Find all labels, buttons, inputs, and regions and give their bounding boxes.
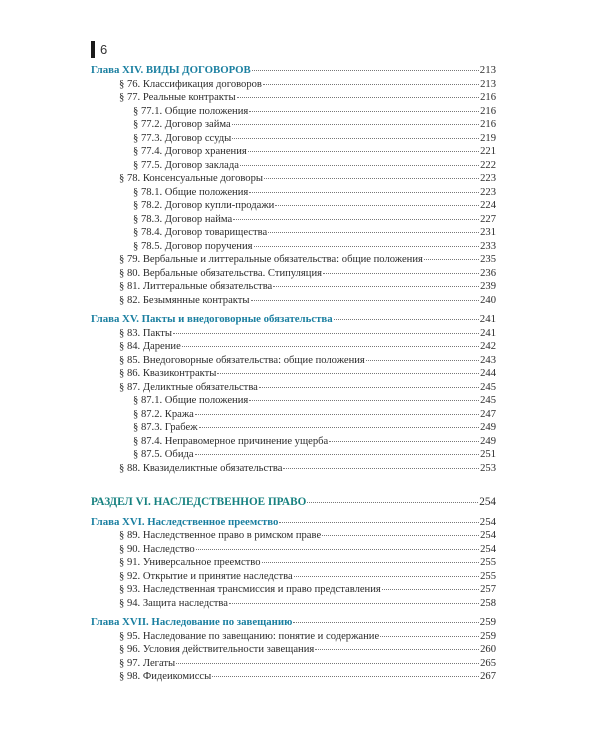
toc-entry-title: § 77.2. Договор займа xyxy=(133,119,231,130)
toc-entry-title: § 79. Вербальные и литтеральные обязательства: общие положения xyxy=(119,254,423,265)
dot-leader xyxy=(249,400,479,401)
toc-entry-page: 259 xyxy=(480,630,496,642)
toc-entry-page: 258 xyxy=(480,597,496,609)
dot-leader xyxy=(195,454,480,455)
table-of-contents xyxy=(91,64,496,684)
toc-entry-title: § 78.3. Договор найма xyxy=(133,213,233,225)
toc-entry xyxy=(91,394,496,408)
toc-entry xyxy=(91,657,496,671)
toc-entry xyxy=(91,172,496,186)
toc-entry-title: § 77.4. Договор хранения xyxy=(133,146,247,157)
dot-leader xyxy=(217,373,479,374)
toc-entry-title: § 78.2. Договор купли-продажи xyxy=(133,200,275,211)
toc-entry xyxy=(91,462,496,476)
toc-entry xyxy=(91,354,496,368)
toc-entry xyxy=(91,105,496,119)
toc-entry-page: 241 xyxy=(480,327,496,339)
toc-entry xyxy=(91,294,496,308)
toc-section xyxy=(91,496,496,510)
toc-entry xyxy=(91,367,496,381)
toc-entry-title: § 88. Квазиделиктные обязательства xyxy=(119,462,283,474)
toc-entry-page: 224 xyxy=(480,200,496,211)
toc-entry-title: Глава XVII. Наследование по завещанию xyxy=(91,616,293,628)
toc-entry xyxy=(91,240,496,254)
toc-entry-page: 249 xyxy=(480,422,496,433)
toc-entry-title: Глава XVI. Наследственное преемство xyxy=(91,515,279,528)
dot-leader xyxy=(254,246,480,247)
dot-leader xyxy=(229,603,479,604)
dot-leader xyxy=(275,205,479,206)
toc-entry-page: 231 xyxy=(480,227,496,238)
page-number-bar xyxy=(91,41,95,58)
toc-entry xyxy=(91,381,496,395)
toc-entry-page: 216 xyxy=(480,119,496,130)
toc-entry-title: § 85. Внедоговорные обязательства: общие положения xyxy=(119,354,365,366)
toc-entry-page: 251 xyxy=(480,449,496,460)
toc-entry-page: 221 xyxy=(480,146,496,157)
toc-entry-title: § 76. Классификация договоров xyxy=(119,78,262,90)
dot-leader xyxy=(262,562,480,563)
toc-entry xyxy=(91,570,496,584)
toc-entry-page: 242 xyxy=(480,341,496,352)
toc-chapter xyxy=(91,616,496,630)
toc-chapter xyxy=(91,516,496,530)
dot-leader xyxy=(251,300,480,301)
toc-entry-title: § 94. Защита наследства xyxy=(119,597,228,609)
dot-leader xyxy=(315,649,479,650)
toc-chapter xyxy=(91,313,496,327)
toc-entry-title: § 87. Деликтные обязательства xyxy=(119,381,258,393)
toc-entry xyxy=(91,267,496,281)
dot-leader xyxy=(248,151,479,152)
toc-entry-title: § 87.4. Неправомерное причинение ущерба xyxy=(133,435,329,447)
dot-leader xyxy=(264,178,479,179)
toc-entry xyxy=(91,159,496,173)
toc-entry-title: § 87.5. Обида xyxy=(133,449,194,460)
toc-entry xyxy=(91,421,496,435)
toc-entry-title: § 86. Квазиконтракты xyxy=(119,368,217,379)
toc-entry-page: 254 xyxy=(479,496,496,508)
toc-entry-title: § 78.4. Договор товарищества xyxy=(133,227,268,238)
dot-leader xyxy=(240,165,479,166)
dot-leader xyxy=(232,138,479,139)
dot-leader xyxy=(294,576,479,577)
toc-entry-title: § 77.3. Договор ссуды xyxy=(133,132,232,144)
toc-entry-page: 257 xyxy=(480,584,496,595)
dot-leader xyxy=(249,111,479,112)
toc-entry-page: 223 xyxy=(480,186,496,198)
toc-entry-title: § 87.2. Кража xyxy=(133,408,194,420)
toc-entry-page: 245 xyxy=(480,395,496,406)
toc-entry-title: § 92. Открытие и принятие наследства xyxy=(119,570,293,582)
toc-entry-title: § 81. Литтеральные обязательства xyxy=(119,281,273,292)
dot-leader xyxy=(424,259,479,260)
toc-entry-page: 233 xyxy=(480,240,496,252)
toc-entry-page: 265 xyxy=(480,657,496,669)
toc-entry-title: § 77.1. Общие положения xyxy=(133,105,249,117)
toc-entry-page: 240 xyxy=(480,294,496,306)
toc-entry-title: § 98. Фидеикомиссы xyxy=(119,671,212,682)
dot-leader xyxy=(237,97,480,98)
dot-leader xyxy=(249,192,479,193)
toc-entry xyxy=(91,327,496,341)
toc-entry xyxy=(91,630,496,644)
toc-entry-title: РАЗДЕЛ VI. НАСЛЕДСТВЕННОЕ ПРАВО xyxy=(91,496,307,508)
toc-entry-page: 243 xyxy=(480,354,496,366)
toc-entry-title: § 77. Реальные контракты xyxy=(119,92,236,103)
toc-entry-page: 249 xyxy=(480,435,496,447)
toc-entry xyxy=(91,145,496,159)
toc-entry-title: § 97. Легаты xyxy=(119,657,176,669)
dot-leader xyxy=(252,70,479,71)
toc-entry-page: 213 xyxy=(480,78,496,90)
toc-entry-title: § 84. Дарение xyxy=(119,341,181,352)
dot-leader xyxy=(273,286,479,287)
toc-entry-page: 267 xyxy=(480,671,496,682)
dot-leader xyxy=(199,427,480,428)
toc-entry-page: 239 xyxy=(480,281,496,292)
toc-entry xyxy=(91,78,496,92)
dot-leader xyxy=(195,414,479,415)
dot-leader xyxy=(380,636,479,637)
toc-entry xyxy=(91,280,496,294)
toc-entry-page: 245 xyxy=(480,381,496,393)
dot-leader xyxy=(176,663,479,664)
dot-leader xyxy=(366,360,479,361)
toc-entry-page: 241 xyxy=(479,313,496,325)
page-header xyxy=(91,41,107,58)
dot-leader xyxy=(334,319,479,320)
toc-entry-page: 255 xyxy=(480,570,496,582)
toc-entry xyxy=(91,643,496,657)
toc-entry-title: § 87.1. Общие положения xyxy=(133,395,249,406)
toc-entry xyxy=(91,556,496,570)
toc-entry-title: § 78. Консенсуальные договоры xyxy=(119,173,264,184)
dot-leader xyxy=(279,522,478,523)
toc-entry-page: 235 xyxy=(480,254,496,265)
toc-entry-title: § 93. Наследственная трансмиссия и право представления xyxy=(119,584,381,595)
toc-entry xyxy=(91,583,496,597)
toc-entry xyxy=(91,226,496,240)
toc-entry-page: 254 xyxy=(480,530,496,541)
toc-entry-title: Глава XV. Пакты и внедоговорные обязательства xyxy=(91,313,333,325)
toc-entry-page: 227 xyxy=(480,213,496,225)
toc-entry xyxy=(91,340,496,354)
dot-leader xyxy=(233,219,479,220)
toc-entry-title: § 83. Пакты xyxy=(119,327,172,339)
toc-entry xyxy=(91,448,496,462)
toc-entry-page: 247 xyxy=(480,408,496,420)
toc-entry xyxy=(91,408,496,422)
dot-leader xyxy=(182,346,479,347)
toc-entry xyxy=(91,543,496,557)
toc-entry-title: § 82. Безымянные контракты xyxy=(119,294,250,306)
toc-entry-page: 244 xyxy=(480,368,496,379)
dot-leader xyxy=(232,124,479,125)
toc-entry-page: 223 xyxy=(480,173,496,184)
dot-leader xyxy=(173,333,479,334)
dot-leader xyxy=(323,273,479,274)
toc-entry xyxy=(91,253,496,267)
toc-entry xyxy=(91,118,496,132)
dot-leader xyxy=(259,387,479,388)
toc-entry-page: 254 xyxy=(479,515,496,528)
toc-entry xyxy=(91,670,496,684)
toc-entry-title: § 78.1. Общие положения xyxy=(133,186,249,198)
toc-entry-title: Глава XIV. ВИДЫ ДОГОВОРОВ xyxy=(91,64,251,76)
toc-entry-title: § 95. Наследование по завещанию: понятие и содержание xyxy=(119,630,380,642)
dot-leader xyxy=(268,232,479,233)
dot-leader xyxy=(329,441,479,442)
dot-leader xyxy=(307,502,478,503)
dot-leader xyxy=(212,676,479,677)
toc-entry-page: 255 xyxy=(480,557,496,568)
toc-entry xyxy=(91,91,496,105)
dot-leader xyxy=(263,84,479,85)
toc-entry-title: § 96. Условия действительности завещания xyxy=(119,644,315,655)
toc-entry-title: § 89. Наследственное право в римском праве xyxy=(119,530,322,541)
toc-entry-title: § 90. Наследство xyxy=(119,543,195,555)
dot-leader xyxy=(293,622,478,623)
toc-entry-page: 216 xyxy=(480,105,496,117)
toc-entry xyxy=(91,435,496,449)
toc-entry xyxy=(91,132,496,146)
toc-entry-page: 216 xyxy=(480,92,496,103)
toc-entry-title: § 77.5. Договор заклада xyxy=(133,159,239,171)
page-number: 6 xyxy=(100,42,108,57)
dot-leader xyxy=(382,589,479,590)
toc-entry-page: 259 xyxy=(479,616,496,628)
toc-entry xyxy=(91,186,496,200)
toc-entry xyxy=(91,199,496,213)
toc-entry xyxy=(91,529,496,543)
toc-entry-page: 253 xyxy=(480,462,496,474)
toc-entry-title: § 87.3. Грабеж xyxy=(133,422,198,433)
toc-chapter xyxy=(91,64,496,78)
toc-entry-page: 213 xyxy=(479,64,496,76)
toc-entry-title: § 78.5. Договор поручения xyxy=(133,240,253,252)
dot-leader xyxy=(196,549,479,550)
toc-entry-page: 219 xyxy=(480,132,496,144)
dot-leader xyxy=(322,535,479,536)
toc-entry-page: 222 xyxy=(480,159,496,171)
toc-entry-title: § 80. Вербальные обязательства. Стипуляция xyxy=(119,267,322,279)
toc-entry-page: 260 xyxy=(480,644,496,655)
toc-entry xyxy=(91,213,496,227)
toc-entry-page: 236 xyxy=(480,267,496,279)
dot-leader xyxy=(283,468,479,469)
toc-entry-title: § 91. Универсальное преемство xyxy=(119,557,261,568)
toc-entry-page: 254 xyxy=(480,543,496,555)
toc-entry xyxy=(91,597,496,611)
